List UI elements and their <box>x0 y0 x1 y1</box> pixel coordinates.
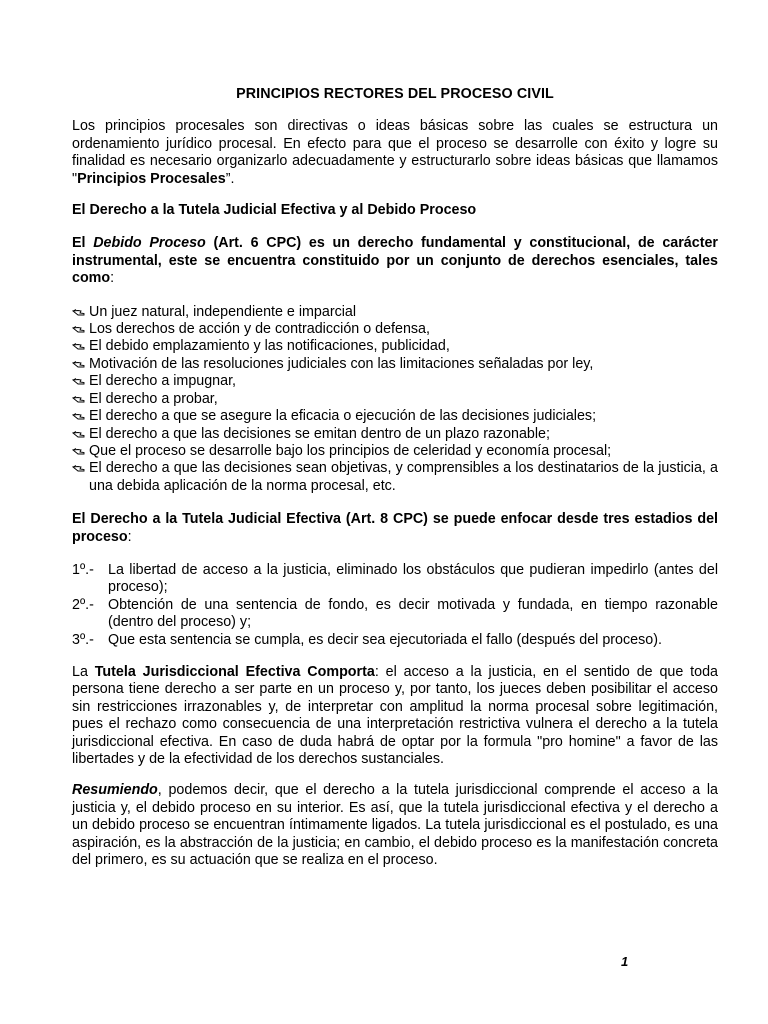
list-item <box>72 408 718 425</box>
debido-proceso-colon: : <box>110 270 115 287</box>
document-body <box>72 86 718 869</box>
stages-list <box>72 562 718 649</box>
list-item <box>72 597 718 632</box>
stage-number: 2º.- <box>72 596 94 613</box>
list-item-text: El derecho a probar, <box>89 390 218 407</box>
debido-proceso-term: Debido Proceso <box>93 235 206 252</box>
resumen-paragraph <box>72 782 718 869</box>
tutela-jurisdiccional-text: : el acceso a la justicia, en el sentido de que toda persona tiene derecho a ser parte en un proceso y, por tanto, los jueces deben posibilitar el acceso sin restricciones irrazonables y, de interpretar con amplitud la norma procesal sobre legitimación, pues el rechazo como consecuencia de una interpretación restrictiva vulnera el derecho a la tutela jurisdiccional efectiva. En caso de duda habrá de optar por la formula "pro homine" a favor de las libertades y de la efectividad de los derechos sustanciales. <box>72 663 718 767</box>
list-item <box>72 632 718 649</box>
list-item <box>72 338 718 355</box>
list-item <box>72 321 718 338</box>
tutela-jurisdiccional-paragraph <box>72 664 718 768</box>
writing-hand-icon <box>72 308 85 318</box>
debido-proceso-text: (Art. 6 CPC) es un derecho fundamental y constitucional, de carácter instrumental, este se encuentra constituido por un conjunto de derechos esenciales, tales como <box>72 235 718 287</box>
intro-bold-term: Principios Procesales <box>77 170 226 187</box>
list-item <box>72 391 718 408</box>
page-number: 1 <box>621 954 629 969</box>
list-item-text: El derecho a impugnar, <box>89 373 237 390</box>
tutela-intro-colon: : <box>127 528 132 545</box>
section-heading: El Derecho a la Tutela Judicial Efectiva y al Debido Proceso <box>72 202 477 219</box>
list-item <box>72 373 718 390</box>
rights-list <box>72 304 718 495</box>
stage-number: 3º.- <box>72 631 94 648</box>
debido-proceso-paragraph <box>72 235 718 287</box>
intro-text-end: ”. <box>225 170 235 187</box>
writing-hand-icon <box>72 447 85 457</box>
list-item-text: Motivación de las resoluciones judiciales con las limitaciones señaladas por ley, <box>89 355 594 372</box>
writing-hand-icon <box>72 360 85 370</box>
stage-text: La libertad de acceso a la justicia, eliminado los obstáculos que pudieran impedirlo (antes del proceso); <box>108 561 718 596</box>
list-item-text: Un juez natural, independiente e imparcial <box>89 303 357 320</box>
resumen-text: , podemos decir, que el derecho a la tutela jurisdiccional comprende el acceso a la justicia y, el debido proceso en su interior. Es así, que la tutela jurisdiccional efectiva y el derecho a un debido proceso se encuentran íntimamente ligados. La tutela jurisdiccional es el postulado, es una aspiración, es la abstracción de la justicia; en cambio, el debido proceso es la manifestación concreta del primero, es su actuación que se realiza en el proceso. <box>72 782 718 869</box>
writing-hand-icon <box>72 377 85 387</box>
tutela-jurisdiccional-la: La <box>72 663 95 680</box>
intro-paragraph <box>72 118 718 188</box>
list-item-text: Que el proceso se desarrolle bajo los principios de celeridad y economía procesal; <box>89 442 612 459</box>
debido-proceso-el: El <box>72 235 94 252</box>
list-item <box>72 562 718 597</box>
writing-hand-icon <box>72 342 85 352</box>
list-item-text: El derecho a que las decisiones sean objetivas, y comprensibles a los destinatarios de la justicia, a una debida aplicación de la norma procesal, etc. <box>89 460 718 494</box>
writing-hand-icon <box>72 395 85 405</box>
writing-hand-icon <box>72 464 85 474</box>
intro-text: Los principios procesales son directivas o ideas básicas sobre las cuales se estructura un ordenamiento jurídico procesal. En efecto para que el proceso se desarrolle con éxito y logre su finalidad es necesario organizarlo adecuadamente y estructurarlo sobre ideas básicas que llamamos " <box>72 118 718 187</box>
list-item-text: El derecho a que se asegure la eficacia o ejecución de las decisiones judiciales; <box>89 408 597 425</box>
stage-text: Que esta sentencia se cumpla, es decir sea ejecutoriada el fallo (después del proceso). <box>108 631 662 648</box>
stage-number: 1º.- <box>72 561 94 578</box>
list-item <box>72 460 718 495</box>
list-item-text: El derecho a que las decisiones se emitan dentro de un plazo razonable; <box>89 425 550 442</box>
list-item <box>72 304 718 321</box>
tutela-jurisdiccional-term: Tutela Jurisdiccional Efectiva Comporta <box>94 663 375 680</box>
writing-hand-icon <box>72 325 85 335</box>
tutela-intro-text: El Derecho a la Tutela Judicial Efectiva (Art. 8 CPC) se puede enfocar desde tres estadios del proceso <box>72 511 718 545</box>
list-item-text: El debido emplazamiento y las notificaciones, publicidad, <box>89 338 450 355</box>
stage-text: Obtención de una sentencia de fondo, es decir motivada y fundada, en tiempo razonable (dentro del proceso) y; <box>108 596 718 631</box>
list-item <box>72 356 718 373</box>
document-title: PRINCIPIOS RECTORES DEL PROCESO CIVIL <box>236 86 554 102</box>
list-item-text: Los derechos de acción y de contradicción o defensa, <box>89 321 430 338</box>
tutela-intro-paragraph <box>72 511 718 546</box>
resumen-term: Resumiendo <box>72 782 158 799</box>
list-item <box>72 426 718 443</box>
writing-hand-icon <box>72 412 85 422</box>
writing-hand-icon <box>72 430 85 440</box>
list-item <box>72 443 718 460</box>
